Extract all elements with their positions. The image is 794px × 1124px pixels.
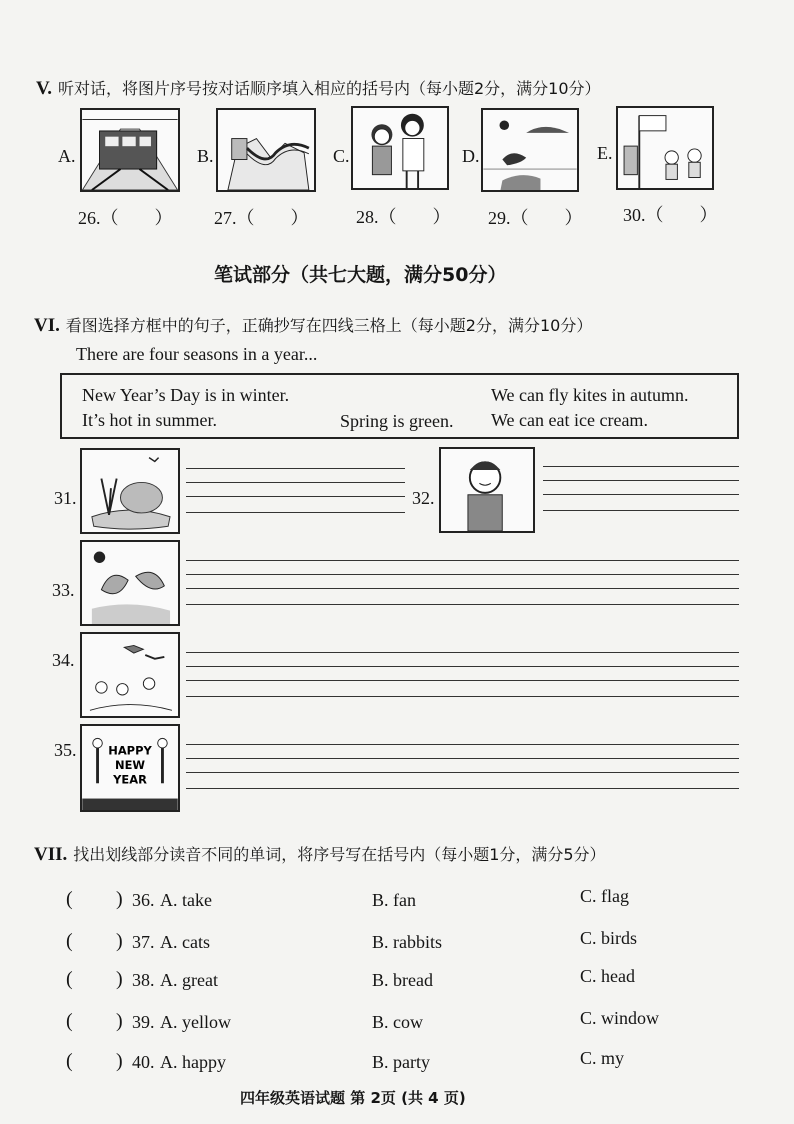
option-c: C. head bbox=[580, 966, 635, 986]
written-part-title: 笔试部分（共七大题，满分50分） bbox=[214, 264, 507, 286]
option-b: B. bread bbox=[372, 970, 433, 990]
sentence-new-years-day: New Year’s Day is in winter. bbox=[82, 385, 290, 405]
option-c: C. flag bbox=[580, 886, 629, 906]
answer-paren-close[interactable]: ) bbox=[116, 968, 123, 990]
option-b: B. rabbits bbox=[372, 932, 442, 952]
great-wall-icon bbox=[216, 108, 316, 192]
section-7-heading bbox=[34, 842, 606, 866]
answer-paren-open[interactable]: ( bbox=[66, 888, 73, 910]
question-32-number: 32. bbox=[412, 488, 435, 508]
option-a: A. happy bbox=[160, 1052, 226, 1072]
sentence-ice-cream: We can eat ice cream. bbox=[491, 410, 648, 430]
answer-paren-open[interactable]: ( bbox=[66, 968, 73, 990]
option-a-letter: A. bbox=[58, 146, 76, 166]
question-number: 38. bbox=[132, 970, 155, 990]
section-6-number: VI. bbox=[34, 315, 60, 336]
two-girls-icon bbox=[351, 106, 449, 190]
question-number: 40. bbox=[132, 1052, 155, 1072]
ice-cream-icon bbox=[80, 540, 180, 626]
option-c: C. window bbox=[580, 1008, 660, 1028]
question-34-number: 34. bbox=[52, 650, 75, 670]
new-year-text-happy: HAPPY bbox=[108, 743, 152, 758]
option-b: B. fan bbox=[372, 890, 416, 910]
option-a: A. take bbox=[160, 890, 212, 910]
answer-paren-open[interactable]: ( bbox=[66, 1010, 73, 1032]
spring-trees-icon bbox=[80, 448, 180, 534]
option-c: C. my bbox=[580, 1048, 625, 1068]
section-5-heading bbox=[36, 76, 601, 100]
train-icon bbox=[80, 108, 180, 192]
question-33-number: 33. bbox=[52, 580, 75, 600]
section-7-number: VII. bbox=[34, 844, 68, 865]
answer-28[interactable]: 28.（ ） bbox=[356, 207, 451, 227]
question-number: 37. bbox=[132, 932, 155, 952]
section-6-title: 看图选择方框中的句子，正确抄写在四线三格上（每小题2分，满分10分） bbox=[65, 316, 593, 335]
option-b: B. cow bbox=[372, 1012, 423, 1032]
kites-children-icon bbox=[80, 632, 180, 718]
question-35-number: 35. bbox=[54, 740, 77, 760]
answer-26[interactable]: 26.（ ） bbox=[78, 208, 173, 228]
question-number: 39. bbox=[132, 1012, 155, 1032]
section-6-heading bbox=[34, 313, 592, 337]
answer-paren-close[interactable]: ) bbox=[116, 930, 123, 952]
answer-paren-close[interactable]: ) bbox=[116, 1010, 123, 1032]
sentence-hot-summer: It’s hot in summer. bbox=[82, 410, 217, 430]
section-6-intro: There are four seasons in a year... bbox=[76, 344, 318, 364]
sentence-spring-green: Spring is green. bbox=[340, 411, 454, 431]
answer-paren-close[interactable]: ) bbox=[116, 1050, 123, 1072]
flag-children-icon bbox=[616, 106, 714, 190]
sentence-fly-kites: We can fly kites in autumn. bbox=[491, 385, 689, 405]
hot-boy-icon bbox=[439, 447, 535, 533]
section-5-title: 听对话，将图片序号按对话顺序填入相应的括号内（每小题2分，满分10分） bbox=[57, 79, 601, 98]
option-e-letter: E. bbox=[597, 143, 613, 163]
section-5-number: V. bbox=[36, 78, 53, 99]
question-31-number: 31. bbox=[54, 488, 77, 508]
answer-27[interactable]: 27.（ ） bbox=[214, 208, 309, 228]
new-year-text-new: NEW bbox=[114, 757, 146, 772]
page-footer: 四年级英语试题 第 2页 (共 4 页) bbox=[240, 1089, 466, 1107]
answer-paren-close[interactable]: ) bbox=[116, 888, 123, 910]
option-c: C. birds bbox=[580, 928, 638, 948]
option-b: B. party bbox=[372, 1052, 430, 1072]
option-a: A. great bbox=[160, 970, 218, 990]
answer-paren-open[interactable]: ( bbox=[66, 930, 73, 952]
option-a: A. cats bbox=[160, 932, 210, 952]
new-year-text-year: YEAR bbox=[113, 772, 147, 787]
new-year-icon bbox=[80, 724, 180, 812]
section-7-title: 找出划线部分读音不同的单词，将序号写在括号内（每小题1分，满分5分） bbox=[73, 845, 606, 864]
option-a: A. yellow bbox=[160, 1012, 231, 1032]
landscape-icon bbox=[481, 108, 579, 192]
option-c-letter: C. bbox=[333, 146, 350, 166]
answer-paren-open[interactable]: ( bbox=[66, 1050, 73, 1072]
option-d-letter: D. bbox=[462, 146, 480, 166]
option-b-letter: B. bbox=[197, 146, 214, 166]
answer-29[interactable]: 29.（ ） bbox=[488, 208, 583, 228]
question-number: 36. bbox=[132, 890, 155, 910]
answer-30[interactable]: 30.（ ） bbox=[623, 205, 718, 225]
